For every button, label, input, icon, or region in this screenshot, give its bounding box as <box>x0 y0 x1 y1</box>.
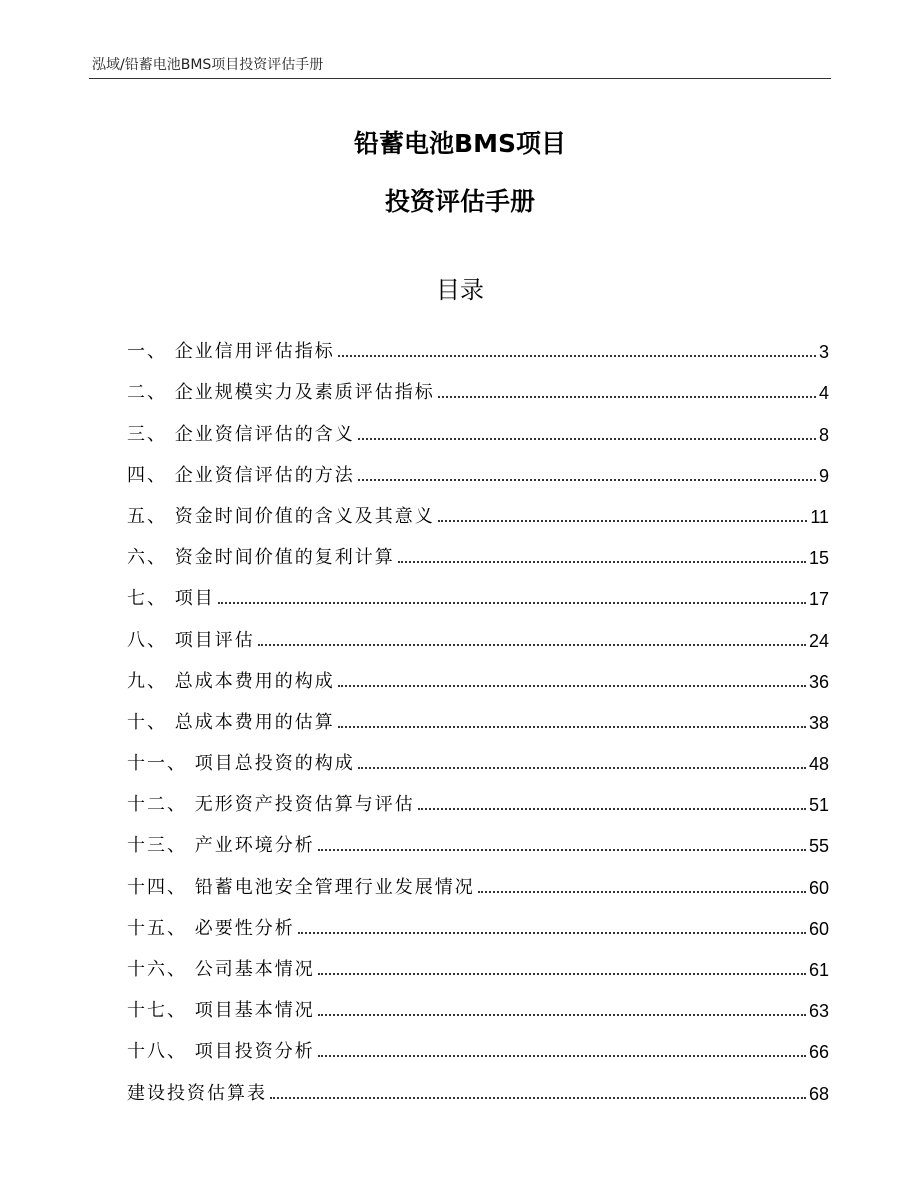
toc-entry[interactable] <box>127 363 829 404</box>
toc-entry[interactable] <box>127 569 829 610</box>
toc-dot-leader <box>398 560 806 563</box>
toc-entry-label: 十一、 项目总投资的构成 <box>127 753 355 775</box>
toc-entry-page: 68 <box>808 1083 829 1104</box>
toc-entry-label: 二、 企业规模实力及素质评估指标 <box>127 382 435 404</box>
document-title-line2: 投资评估手册 <box>384 187 535 216</box>
toc-entry[interactable] <box>127 940 829 981</box>
toc-entry-page: 51 <box>808 795 829 816</box>
toc-entry-page: 61 <box>808 960 829 980</box>
toc-entry-page: 4 <box>818 383 829 404</box>
toc-entry[interactable] <box>127 1022 829 1063</box>
toc-entry-label: 三、 企业资信评估的含义 <box>127 423 355 445</box>
toc-entry-label: 十四、 铅蓄电池安全管理行业发展情况 <box>127 876 475 898</box>
toc-dot-leader <box>270 1096 806 1099</box>
toc-entry-label: 五、 资金时间价值的含义及其意义 <box>127 505 435 527</box>
toc-entry-label: 十三、 产业环境分析 <box>127 835 315 857</box>
toc-entry-page: 36 <box>808 671 829 692</box>
toc-dot-leader <box>318 848 806 851</box>
toc-entry-label: 建设投资估算表 <box>127 1082 267 1104</box>
toc-entry-page: 17 <box>808 589 829 610</box>
toc-entry-page: 63 <box>808 1001 829 1022</box>
toc-entry[interactable] <box>127 610 829 651</box>
toc-entry-page: 55 <box>808 836 829 857</box>
toc-entry-page: 48 <box>808 754 829 775</box>
toc-dot-leader <box>338 725 806 728</box>
document-title-line1: 铅蓄电池BMS项目 <box>354 129 566 158</box>
toc-entry-page: 3 <box>818 342 829 363</box>
header-text: 泓域/铅蓄电池BMS项目投资评估手册 <box>92 57 324 73</box>
toc-entry-label: 十六、 公司基本情况 <box>127 959 315 980</box>
toc-entry-page: 66 <box>808 1042 829 1063</box>
toc-dot-leader <box>218 601 806 604</box>
toc-entry-page: 11 <box>810 506 829 527</box>
toc-dot-leader <box>258 643 806 646</box>
toc-entry[interactable] <box>127 528 829 569</box>
toc-dot-leader <box>438 395 816 398</box>
toc-entry[interactable] <box>127 981 829 1022</box>
toc-dot-leader <box>318 1013 806 1016</box>
toc-dot-leader <box>318 972 806 975</box>
toc-entry-label: 十二、 无形资产投资估算与评估 <box>127 794 415 816</box>
toc-entry[interactable] <box>127 652 829 693</box>
header-divider <box>89 78 831 79</box>
toc-heading: 目录 <box>436 276 484 304</box>
toc-entry[interactable] <box>127 857 829 898</box>
toc-entry-label: 六、 资金时间价值的复利计算 <box>127 547 395 569</box>
toc-entry[interactable] <box>127 734 829 775</box>
toc-entry-page: 8 <box>818 424 829 445</box>
toc-entry[interactable] <box>127 446 829 487</box>
toc-dot-leader <box>438 519 808 522</box>
toc-entry[interactable] <box>127 693 829 734</box>
toc-dot-leader <box>358 437 816 440</box>
toc-dot-leader <box>478 890 806 893</box>
toc-dot-leader <box>298 931 806 934</box>
toc-entry-label: 十八、 项目投资分析 <box>127 1041 315 1063</box>
toc-entry-label: 一、 企业信用评估指标 <box>127 341 335 363</box>
toc-entry-page: 15 <box>808 548 829 569</box>
toc-entry-page: 38 <box>808 712 829 733</box>
toc-entry[interactable] <box>127 816 829 857</box>
toc-entry[interactable] <box>127 404 829 445</box>
toc-entry[interactable] <box>127 1063 829 1104</box>
toc-entry-page: 24 <box>808 630 829 651</box>
toc-entry[interactable] <box>127 899 829 940</box>
toc-dot-leader <box>418 807 806 810</box>
toc-entry-label: 十七、 项目基本情况 <box>127 1000 315 1022</box>
toc-dot-leader <box>318 1054 806 1057</box>
toc-dot-leader <box>358 766 806 769</box>
toc-entry[interactable] <box>127 775 829 816</box>
toc-entry-label: 七、 项目 <box>127 588 215 610</box>
toc-entry-label: 四、 企业资信评估的方法 <box>127 464 355 486</box>
toc-entry-label: 十五、 必要性分析 <box>127 917 295 939</box>
toc-entry-label: 九、 总成本费用的构成 <box>127 670 335 692</box>
toc-dot-leader <box>358 478 816 481</box>
toc-entry[interactable] <box>127 322 829 363</box>
table-of-contents <box>127 322 829 1105</box>
toc-entry[interactable] <box>127 487 829 528</box>
toc-dot-leader <box>338 684 806 687</box>
toc-entry-label: 八、 项目评估 <box>127 629 255 651</box>
toc-entry-page: 60 <box>808 877 829 898</box>
toc-entry-label: 十、 总成本费用的估算 <box>127 711 335 733</box>
toc-entry-page: 60 <box>808 918 829 939</box>
toc-entry-page: 9 <box>818 465 829 486</box>
toc-dot-leader <box>338 354 816 357</box>
